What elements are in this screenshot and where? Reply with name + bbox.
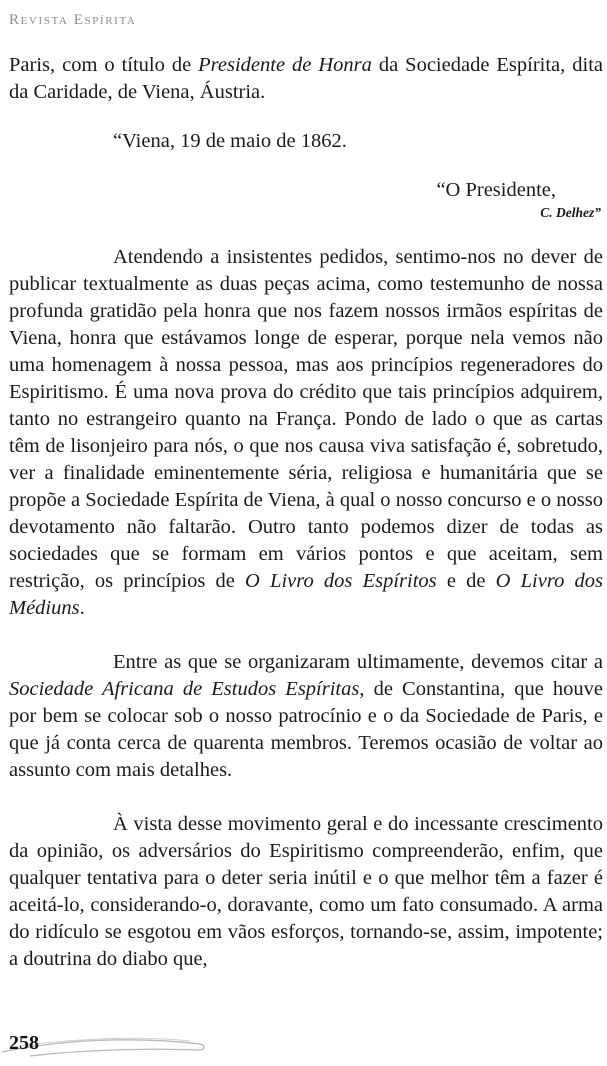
page-number: 258 <box>9 1032 39 1054</box>
text-run: Paris, com o título de <box>9 54 199 76</box>
signature-name: C. Delhez” <box>540 205 601 220</box>
paragraph-continuation <box>9 52 603 106</box>
page-body <box>9 52 603 973</box>
running-head: Revista Espírita <box>9 12 137 28</box>
text-run: . <box>79 597 85 619</box>
italic-title: O Livro dos Espíritos <box>245 570 437 592</box>
italic-title: Presidente de Honra <box>198 54 372 76</box>
letter-signature <box>9 177 603 222</box>
text-run: , de Constantina, que houve por bem se colocar sob o nosso patrocínio e o da Sociedade de Paris, e que já conta cerca de quarenta membros. Teremos ocasião de voltar ao assunto com mais detalhes. <box>9 678 603 781</box>
text-run: Entre as que se organizaram ultimamente, devemos citar a <box>113 651 603 673</box>
text-run: da Sociedade Espírita, dita da Caridade, de Viena, Áustria. <box>9 54 603 103</box>
text-run: e de <box>436 570 496 592</box>
italic-title: O Livro dos Médiuns <box>9 570 603 619</box>
paragraph-acknowledgement <box>9 244 603 622</box>
letter-date-line: “Viena, 19 de maio de 1862. <box>113 130 347 152</box>
text-run: Atendendo a insistentes pedidos, sentimo-nos no dever de publicar textualmente as duas peças acima, como testemunho de nossa profunda gratidão pela honra que nos fazem nossos irmãos espíritas de Viena, honra que estávamos longe de esperar, porque nela vemos não uma homenagem à nossa pessoa, mas aos princípios regeneradores do Espiritismo. É uma nova prova do crédito que tais princípios adquirem, tanto no estrangeiro quanto na França. Pondo de lado o que as cartas têm de lisonjeiro para nós, o que nos causa viva satisfação é, sobretudo, ver a finalidade eminentemente séria, religiosa e humanitária que se propõe a Sociedade Espírita de Viena, à qual o nosso concurso e o nosso devotamento não faltarão. Outro tanto podemos dizer de todas as sociedades que se formam em vários pontos e que aceitam, sem restrição, os princípios de <box>9 246 603 592</box>
signature-title: “O Presidente, <box>436 179 556 201</box>
italic-title: Sociedade Africana de Estudos Espíritas <box>9 678 360 700</box>
paragraph-societies <box>9 649 603 784</box>
paragraph-movement: À vista desse movimento geral e do incessante crescimento da opinião, os adversários do Espiritismo compreenderão, enfim, que qualquer tentativa para o deter seria inútil e o que melhor têm a fazer é aceitá-lo, considerando-o, doravante, como um fato consumado. A arma do ridículo se esgotou em vãos esforços, tornando-se, assim, impotente; a doutrina do diabo que, <box>9 813 603 970</box>
